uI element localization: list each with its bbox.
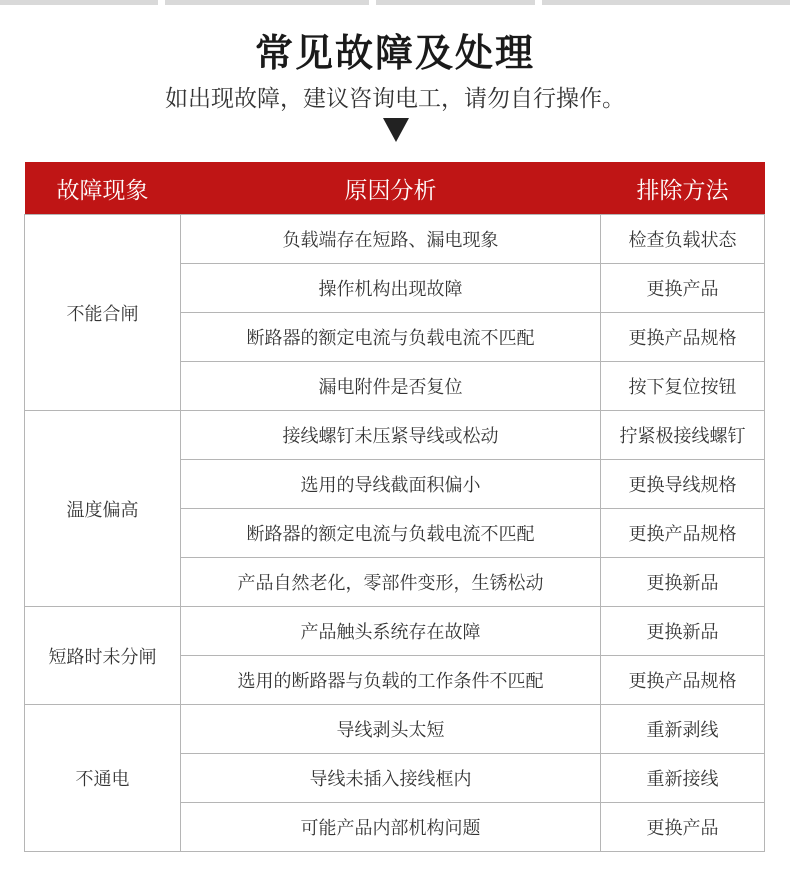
cause-cell: 接线螺钉未压紧导线或松动 [181, 411, 601, 460]
column-header-fix: 排除方法 [601, 162, 765, 215]
cause-cell: 产品触头系统存在故障 [181, 607, 601, 656]
fix-cell: 更换产品规格 [601, 656, 765, 705]
cause-cell: 断路器的额定电流与负载电流不匹配 [181, 313, 601, 362]
fix-cell: 更换产品 [601, 803, 765, 852]
down-arrow-icon [383, 118, 409, 142]
fault-table [24, 162, 765, 852]
fix-cell: 拧紧极接线螺钉 [601, 411, 765, 460]
top-bar [542, 0, 790, 5]
table-row [25, 215, 765, 264]
table-header-row [25, 162, 765, 215]
top-decor-bars [0, 0, 790, 6]
table-row [25, 411, 765, 460]
cause-cell: 选用的断路器与负载的工作条件不匹配 [181, 656, 601, 705]
cause-cell: 断路器的额定电流与负载电流不匹配 [181, 509, 601, 558]
top-bar [165, 0, 369, 5]
cause-cell: 可能产品内部机构问题 [181, 803, 601, 852]
page-subtitle: 如出现故障，建议咨询电工，请勿自行操作。 [165, 86, 625, 112]
page-title: 常见故障及处理 [254, 31, 535, 75]
fix-cell: 更换新品 [601, 607, 765, 656]
table-row [25, 705, 765, 754]
fix-cell: 更换导线规格 [601, 460, 765, 509]
cause-cell: 导线剥头太短 [181, 705, 601, 754]
symptom-cell: 短路时未分闸 [25, 607, 181, 705]
column-header-symptom: 故障现象 [25, 162, 181, 215]
fix-cell: 更换新品 [601, 558, 765, 607]
table-row [25, 607, 765, 656]
fix-cell: 更换产品 [601, 264, 765, 313]
cause-cell: 操作机构出现故障 [181, 264, 601, 313]
symptom-cell: 温度偏高 [25, 411, 181, 607]
cause-cell: 负载端存在短路、漏电现象 [181, 215, 601, 264]
column-header-cause: 原因分析 [181, 162, 601, 215]
symptom-cell: 不能合闸 [25, 215, 181, 411]
top-bar [376, 0, 535, 5]
top-bar [0, 0, 158, 5]
fix-cell: 重新接线 [601, 754, 765, 803]
fix-cell: 更换产品规格 [601, 509, 765, 558]
symptom-cell: 不通电 [25, 705, 181, 852]
cause-cell: 选用的导线截面积偏小 [181, 460, 601, 509]
cause-cell: 导线未插入接线框内 [181, 754, 601, 803]
fix-cell: 重新剥线 [601, 705, 765, 754]
cause-cell: 产品自然老化，零部件变形，生锈松动 [181, 558, 601, 607]
cause-cell: 漏电附件是否复位 [181, 362, 601, 411]
fix-cell: 更换产品规格 [601, 313, 765, 362]
fix-cell: 检查负载状态 [601, 215, 765, 264]
fix-cell: 按下复位按钮 [601, 362, 765, 411]
